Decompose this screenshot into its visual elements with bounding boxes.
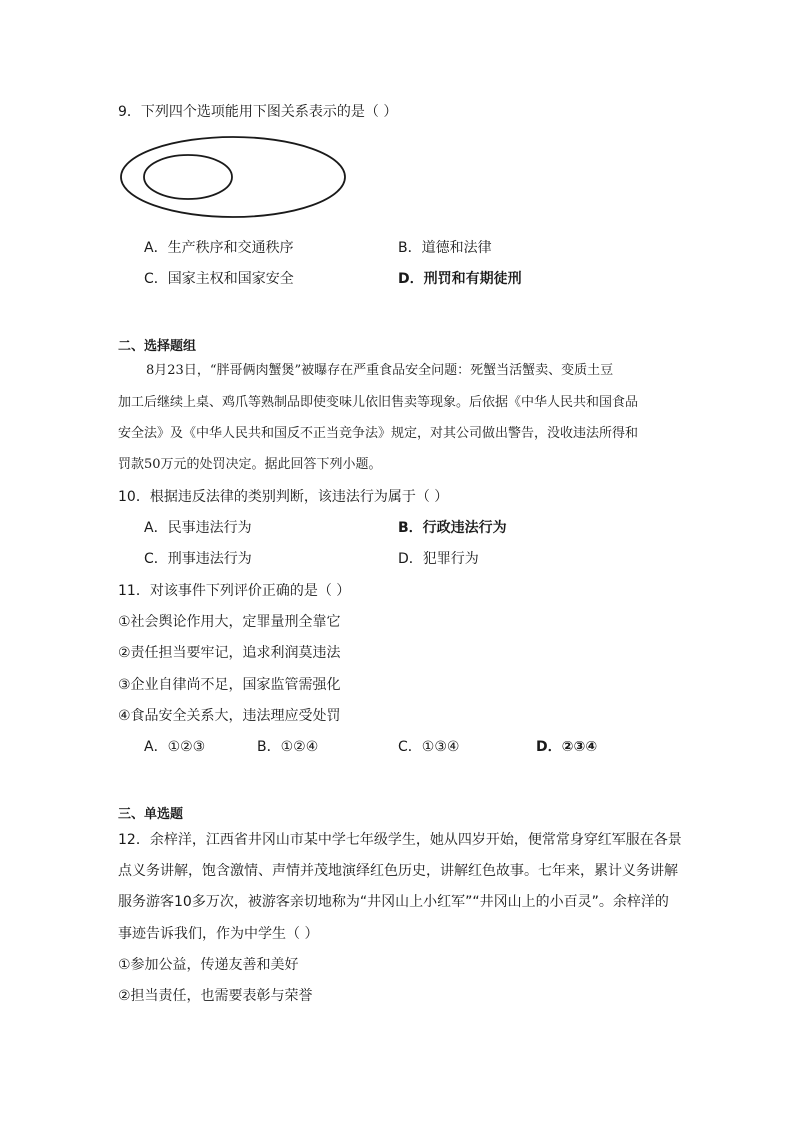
q11-stem: 11．对该事件下列评价正确的是（ ） [118, 583, 351, 599]
q9-option-d[interactable]: D．刑罚和有期徒刑 [398, 271, 522, 287]
q11-statement-4: ④食品安全关系大，违法理应受处罚 [118, 708, 341, 724]
q9-stem: 9．下列四个选项能用下图关系表示的是（ ） [118, 104, 398, 120]
q12-stem-line-4: 事迹告诉我们，作为中学生（ ） [118, 926, 319, 942]
q12-statement-1: ①参加公益，传递友善和美好 [118, 957, 299, 973]
passage-line-1: 8月23日，“胖哥俩肉蟹煲”被曝存在严重食品安全问题：死蟹当活蟹卖、变质土豆 [146, 363, 614, 378]
q11-statement-2: ②责任担当要牢记，追求利润莫违法 [118, 645, 341, 661]
q11-statement-3: ③企业自律尚不足，国家监管需强化 [118, 677, 341, 693]
q11-statement-1: ①社会舆论作用大，定罪量刑全靠它 [118, 614, 341, 630]
q10-option-d[interactable]: D．犯罪行为 [398, 551, 479, 567]
q12-stem-line-3: 服务游客10多万次，被游客亲切地称为“井冈山上小红军”“井冈山上的小百灵”。余梓洋的 [118, 894, 669, 910]
q11-option-b[interactable]: B．①②④ [257, 739, 319, 755]
outer-ellipse [121, 137, 345, 217]
section3-heading: 三、单选题 [118, 807, 184, 822]
q10-stem: 10．根据违反法律的类别判断，该违法行为属于（ ） [118, 489, 449, 505]
q10-option-a[interactable]: A．民事违法行为 [144, 520, 252, 536]
q9-option-b[interactable]: B．道德和法律 [398, 240, 492, 256]
q11-option-d[interactable]: D．②③④ [536, 739, 598, 755]
q12-statement-2: ②担当责任，也需要表彰与荣誉 [118, 988, 313, 1004]
passage-line-4: 罚款50万元的处罚决定。据此回答下列小题。 [118, 457, 382, 472]
inner-ellipse [144, 155, 232, 199]
q12-stem-line-1: 12．余梓洋，江西省井冈山市某中学七年级学生，她从四岁开始，便常常身穿红军服在各景 [118, 832, 682, 848]
q11-option-a[interactable]: A．①②③ [144, 739, 206, 755]
q9-option-a[interactable]: A．生产秩序和交通秩序 [144, 240, 294, 256]
q10-option-b[interactable]: B．行政违法行为 [398, 520, 507, 536]
q12-stem-line-2: 点义务讲解，饱含激情、声情并茂地演绎红色历史，讲解红色故事。七年来，累计义务讲解 [118, 863, 678, 879]
q10-option-c[interactable]: C．刑事违法行为 [144, 551, 252, 567]
passage-line-3: 安全法》及《中华人民共和国反不正当竞争法》规定，对其公司做出警告，没收违法所得和 [118, 426, 639, 441]
passage-line-2: 加工后继续上桌、鸡爪等熟制品即使变味儿依旧售卖等现象。后依据《中华人民共和国食品 [118, 395, 639, 410]
q11-option-c[interactable]: C．①③④ [398, 739, 460, 755]
venn-diagram [118, 135, 348, 225]
section2-heading: 二、选择题组 [118, 339, 197, 354]
q9-option-c[interactable]: C．国家主权和国家安全 [144, 271, 294, 287]
